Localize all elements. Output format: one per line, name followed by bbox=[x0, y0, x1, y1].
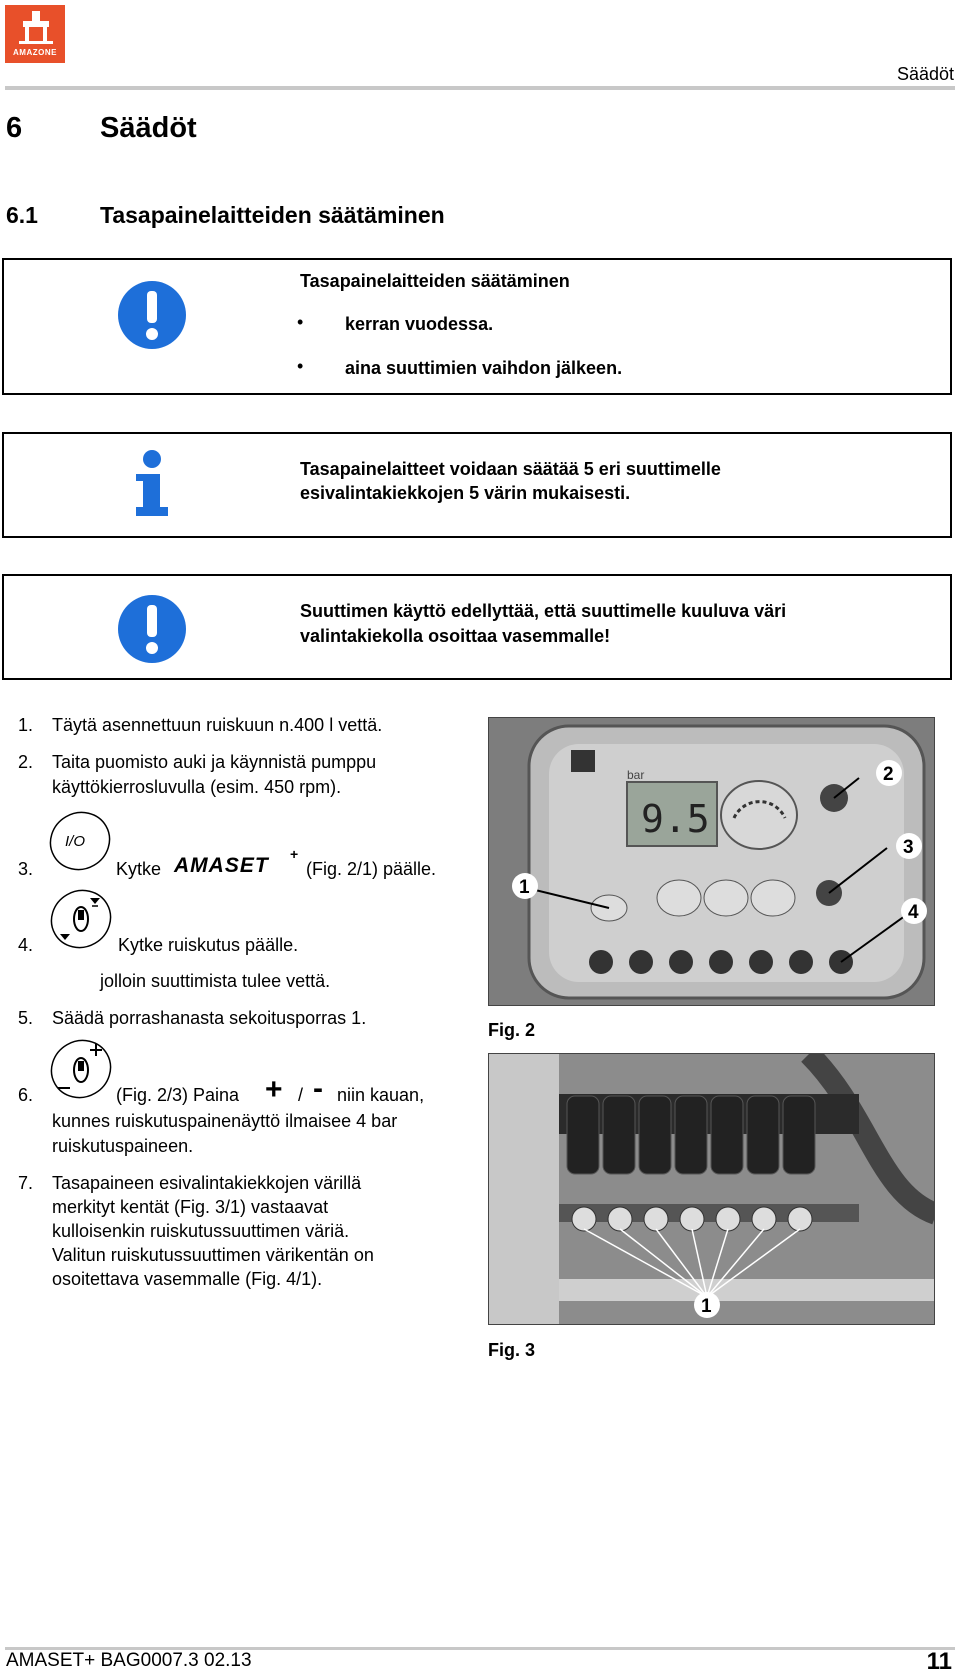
warning-line-1: Suuttimen käyttö edellyttää, että suuttimelle kuuluva väri bbox=[300, 601, 787, 621]
step-number: 5. bbox=[18, 1008, 34, 1028]
info-line-2: esivalintakiekkojen 5 värin mukaisesti. bbox=[300, 483, 631, 503]
section-title: Tasapainelaitteiden säätäminen bbox=[100, 202, 445, 228]
step-number: 7. bbox=[18, 1173, 34, 1193]
step-text: käyttökierrosluvulla (esim. 450 rpm). bbox=[52, 777, 342, 797]
spray-key-icon bbox=[48, 888, 114, 950]
step-text: Tasapaineen esivalintakiekkojen värillä bbox=[52, 1173, 362, 1193]
pressure-key-icon bbox=[48, 1038, 114, 1100]
step-text: Valitun ruiskutussuuttimen värikentän on bbox=[52, 1245, 374, 1265]
amaset-brand-sup: + bbox=[290, 846, 299, 862]
warning-note-box bbox=[2, 574, 952, 680]
step-text: kunnes ruiskutuspainenäyttö ilmaisee 4 bar bbox=[52, 1111, 398, 1131]
section-number: 6.1 bbox=[6, 202, 38, 228]
step-number: 1. bbox=[18, 715, 34, 735]
fig2-caption: Fig. 2 bbox=[488, 1020, 536, 1040]
fig3-caption: Fig. 3 bbox=[488, 1340, 536, 1360]
header-section-title: Säädöt bbox=[896, 64, 954, 84]
slash-text: / bbox=[298, 1085, 304, 1105]
step-text: kulloisenkin ruiskutussuuttimen väriä. bbox=[52, 1221, 350, 1241]
amaset-brand: AMASET bbox=[174, 854, 269, 877]
chapter-title: Säädöt bbox=[100, 112, 197, 144]
bullet-item: kerran vuodessa. bbox=[345, 314, 494, 334]
bullet-dot: • bbox=[297, 356, 304, 376]
info-note-box bbox=[2, 432, 952, 538]
step-text: Täytä asennettuun ruiskuun n.400 l vettä. bbox=[52, 715, 383, 735]
warning-line-2: valintakiekolla osoittaa vasemmalle! bbox=[300, 626, 611, 646]
display-unit-label: bar bbox=[627, 768, 645, 782]
step-text: Taita puomisto auki ja käynnistä pumppu bbox=[52, 752, 377, 772]
step-text: (Fig. 2/1) päälle. bbox=[306, 859, 437, 879]
step-number: 2. bbox=[18, 752, 34, 772]
on-off-key-icon bbox=[48, 810, 112, 872]
step-text: jolloin suuttimista tulee vettä. bbox=[100, 971, 331, 991]
step-text: merkityt kentät (Fig. 3/1) vastaavat bbox=[52, 1197, 329, 1217]
info-line-1: Tasapainelaitteet voidaan säätää 5 eri suuttimelle bbox=[300, 459, 721, 479]
step-text: niin kauan, bbox=[337, 1085, 425, 1105]
bullet-dot: • bbox=[297, 312, 304, 332]
chapter-number: 6 bbox=[6, 112, 23, 144]
pressure-display-value: 9.5 bbox=[641, 797, 710, 841]
info-icon bbox=[132, 450, 172, 518]
step-text: (Fig. 2/3) Paina bbox=[116, 1085, 240, 1105]
callout-3: 3 bbox=[903, 837, 914, 858]
step-text: ruiskutuspaineen. bbox=[52, 1136, 194, 1156]
callout-4: 4 bbox=[908, 902, 919, 923]
step-number: 4. bbox=[18, 935, 34, 955]
step-text: Kytke ruiskutus päälle. bbox=[118, 935, 299, 955]
minus-symbol: - bbox=[313, 1072, 323, 1105]
exclamation-icon bbox=[117, 594, 187, 664]
on-off-key-label: I/O bbox=[65, 833, 86, 850]
logo-text: AMAZONE bbox=[13, 48, 57, 57]
page-number: 11 bbox=[926, 1648, 952, 1675]
callout-1: 1 bbox=[519, 877, 530, 898]
callout-2: 2 bbox=[883, 764, 894, 785]
step-number: 6. bbox=[18, 1085, 34, 1105]
plus-symbol: + bbox=[265, 1073, 283, 1106]
callout-1: 1 bbox=[701, 1296, 712, 1317]
step-text: osoitettava vasemmalle (Fig. 4/1). bbox=[52, 1269, 323, 1289]
exclamation-icon bbox=[117, 280, 187, 350]
step-text: Säädä porrashanasta sekoitusporras 1. bbox=[52, 1008, 367, 1028]
important-note-box bbox=[2, 258, 952, 395]
header-divider bbox=[5, 86, 955, 90]
footer-document-id: AMASET+ BAG0007.3 02.13 bbox=[6, 1650, 252, 1671]
logo-emblem-icon bbox=[5, 5, 65, 49]
step-text: Kytke bbox=[116, 859, 162, 879]
fig3-valves-photo bbox=[488, 1053, 935, 1325]
step-number: 3. bbox=[18, 859, 34, 879]
fig2-control-terminal-photo bbox=[488, 717, 935, 1006]
bullet-item: aina suuttimien vaihdon jälkeen. bbox=[345, 358, 623, 378]
note-title: Tasapainelaitteiden säätäminen bbox=[300, 271, 570, 291]
control-terminal-illustration bbox=[489, 718, 935, 1006]
valves-illustration bbox=[489, 1054, 935, 1325]
